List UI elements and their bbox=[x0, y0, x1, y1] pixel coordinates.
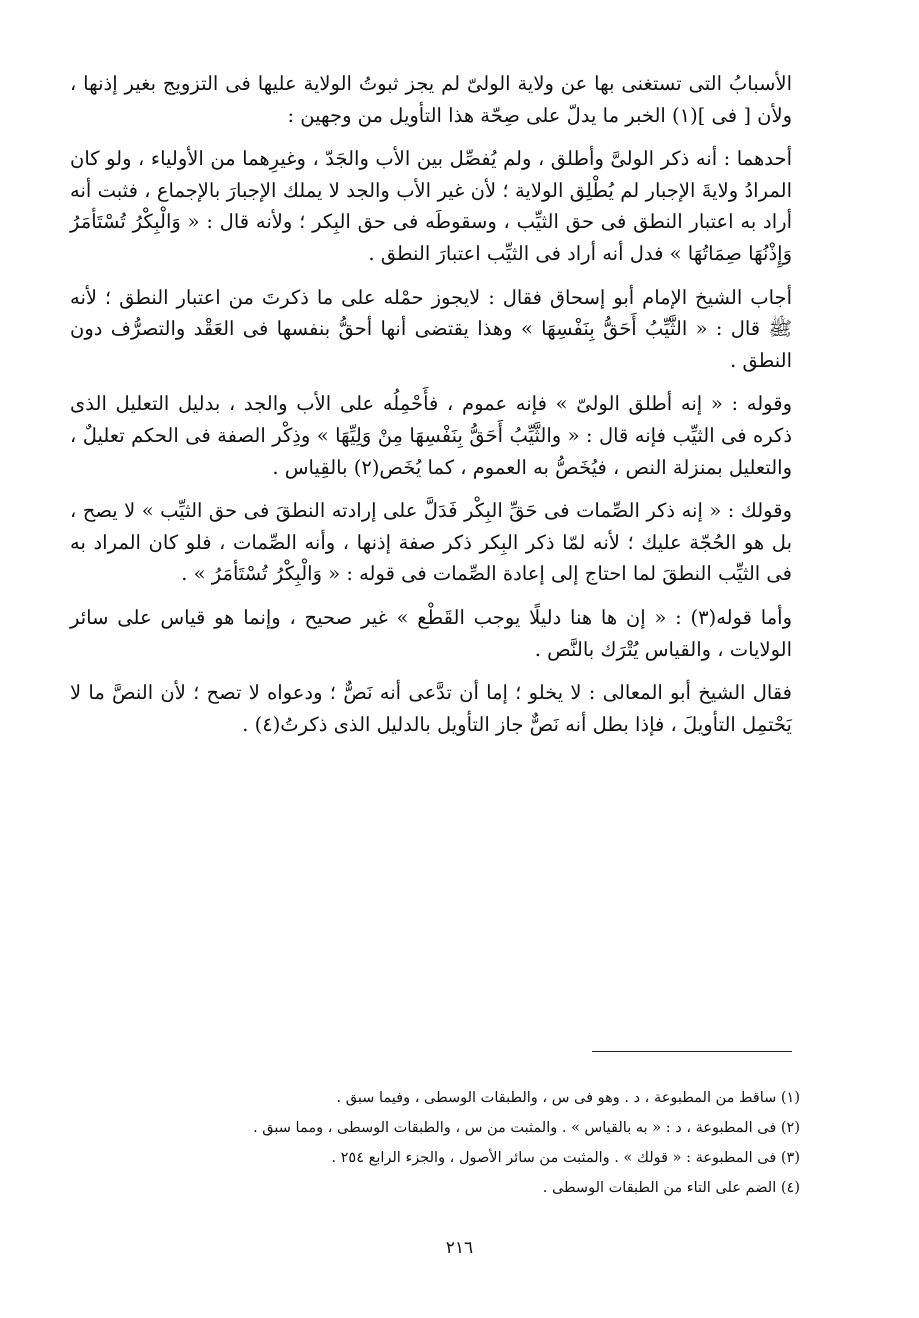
paragraph-4: وقوله : « إنه أطلق الولىّ » فإنه عموم ، فأَحْمِلُه على الأب والجد ، بدليل التعليل الذى ذكره فى الثيِّب فإنه قال : « والثَّيِّبُ أَحَقُّ بِنَفْسِهَا مِنْ وَلِيِّهَا » وذِكْر الصفة فى الحكم تعليلٌ ، والتعليل بمنزلة النص ، فيُخَصُّ به العموم ، كما يُخَص(٢) بالقِياس . bbox=[70, 392, 792, 479]
footnote-1: (١) ساقط من المطبوعة ، د . وهو فى س ، والطبقات الوسطى ، وفيما سبق . bbox=[336, 1090, 800, 1106]
footnotes bbox=[160, 1083, 800, 1203]
paragraph-2: أحدهما : أنه ذكر الولىَّ وأطلق ، ولم يُفصِّل بين الأب والجَدّ ، وغيرِهما من الأولياء ، ولو كان المرادُ ولايةَ الإجبار لم يُطْلِق الولاية ؛ لأن غير الأب والجد لا يملك الإجبارَ بالإجماع ، فثبت أنه أراد به اعتبار النطق فى حق الثيِّب ، وسقوطَه فى حق البِكر ؛ ولأنه قال : « وَالْبِكْرُ تُسْتَأمَرُ وَإِذْنُهَا صِمَاتُهَا » فدل أنه أراد فى الثيِّب اعتبارَ النطق . bbox=[70, 147, 792, 265]
page-number: ٢١٦ bbox=[445, 1238, 474, 1258]
paragraph-5: وقولك : « إنه ذكر الصِّمات فى حَقِّ البِكْر فَدَلَّ على إرادته النطقَ فى حق الثيِّب » لا يصح ، بل هو الحُجّة عليك ؛ لأنه لمّا ذكر البِكر ذكر صفة إذنها ، وأنه الصِّمات ، فلو كان المراد به فى الثيِّب النطقَ لما احتاج إلى إعادة الصِّمات فى قوله : « وَالْبِكْرُ تُسْتَأمَرُ » . bbox=[70, 499, 792, 586]
footnote-3: (٣) فى المطبوعة : « قولك » . والمثبت من سائر الأصول ، والجزء الرابع ٢٥٤ . bbox=[331, 1150, 800, 1166]
paragraph-7: فقال الشيخ أبو المعالى : لا يخلو ؛ إما أن تدَّعى أنه نَصٌّ ؛ ودعواه لا تصح ؛ لأن النصَّ ما لا يَحْتمِل التأويلَ ، فإذا بطل أنه نَصٌّ جاز التأويل بالدليل الذى ذكرتُ(٤) . bbox=[70, 681, 792, 736]
footnote-4: (٤) الضم على التاء من الطبقات الوسطى . bbox=[542, 1180, 800, 1196]
paragraph-1: الأسبابُ التى تستغنى بها عن ولاية الولىّ لم يجز ثبوتُ الولاية عليها فى التزويج بغير إذنها ، ولأن [ فى ](١) الخبر ما يدلّ على صِحّة هذا التأويل من وجهين : bbox=[70, 72, 792, 127]
paragraph-3: أجاب الشيخ الإمام أبو إسحاق فقال : لايجوز حمْله على ما ذكرتَ من اعتبار النطق ؛ لأنه ﷺ قال : « الثَّيِّبُ أَحَقُّ بِنَفْسِهَا » وهذا يقتضى أنها أحقُّ بنفسها فى العَقْد والتصرُّف دون النطق . bbox=[70, 285, 792, 372]
footnote-2: (٢) فى المطبوعة ، د : « به بالقياس » . والمثبت من س ، والطبقات الوسطى ، ومما سبق . bbox=[253, 1120, 800, 1136]
footnote-separator bbox=[592, 1051, 792, 1052]
main-text bbox=[70, 68, 792, 752]
paragraph-6: وأما قوله(٣) : « إن ها هنا دليلًا يوجب القَطْع » غير صحيح ، وإنما هو قياس على سائر الولايات ، والقياس يُتْرَك بالنَّص . bbox=[70, 605, 792, 661]
